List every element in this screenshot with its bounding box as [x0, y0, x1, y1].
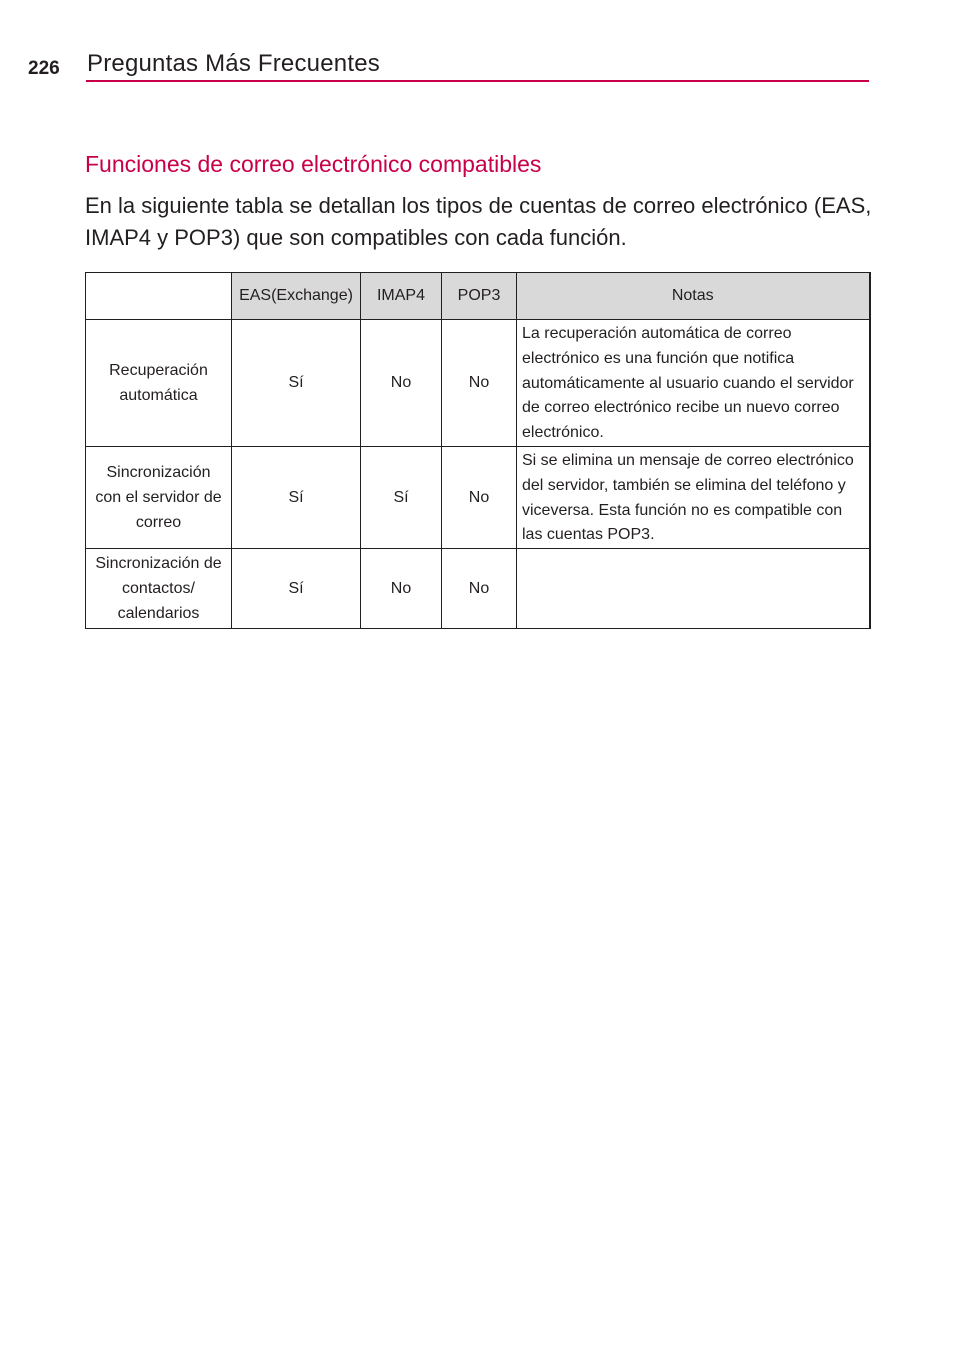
header-imap4: IMAP4 [361, 273, 442, 320]
notes-cell: La recuperación automática de correo electrónico es una función que notifica automáticamente al usuario cuando el servidor de correo electrónico recibe un nuevo correo electrónico. [517, 320, 870, 447]
header-notes: Notas [517, 273, 870, 320]
eas-cell: Sí [232, 320, 361, 447]
feature-cell: Recuperación automática [86, 320, 232, 447]
running-header-title: Preguntas Más Frecuentes [87, 50, 380, 77]
pop3-cell: No [442, 320, 517, 447]
email-features-table [85, 272, 871, 629]
table-header-row [86, 273, 870, 320]
intro-paragraph: En la siguiente tabla se detallan los tipos de cuentas de correo electrónico (EAS, IMAP4 y POP3) que son compatibles con cada función. [85, 193, 872, 250]
feature-cell: Sincronización con el servidor de correo [86, 447, 232, 549]
notes-cell: Si se elimina un mensaje de correo electrónico del servidor, también se elimina del teléfono y viceversa. Esta función no es compatible con las cuentas POP3. [517, 447, 870, 549]
table-row [86, 549, 870, 629]
imap4-cell: No [361, 320, 442, 447]
header-empty-cell [86, 273, 232, 320]
header-pop3: POP3 [442, 273, 517, 320]
eas-cell: Sí [232, 447, 361, 549]
table-row [86, 320, 870, 447]
table-row [86, 447, 870, 549]
feature-cell: Sincronización de contactos/ calendarios [86, 549, 232, 629]
header-rule [86, 80, 869, 82]
section-title: Funciones de correo electrónico compatibles [85, 151, 542, 177]
imap4-cell: Sí [361, 447, 442, 549]
eas-cell: Sí [232, 549, 361, 629]
pop3-cell: No [442, 447, 517, 549]
header-eas: EAS(Exchange) [232, 273, 361, 320]
pop3-cell: No [442, 549, 517, 629]
notes-cell [517, 549, 870, 629]
page-number: 226 [28, 58, 60, 79]
imap4-cell: No [361, 549, 442, 629]
